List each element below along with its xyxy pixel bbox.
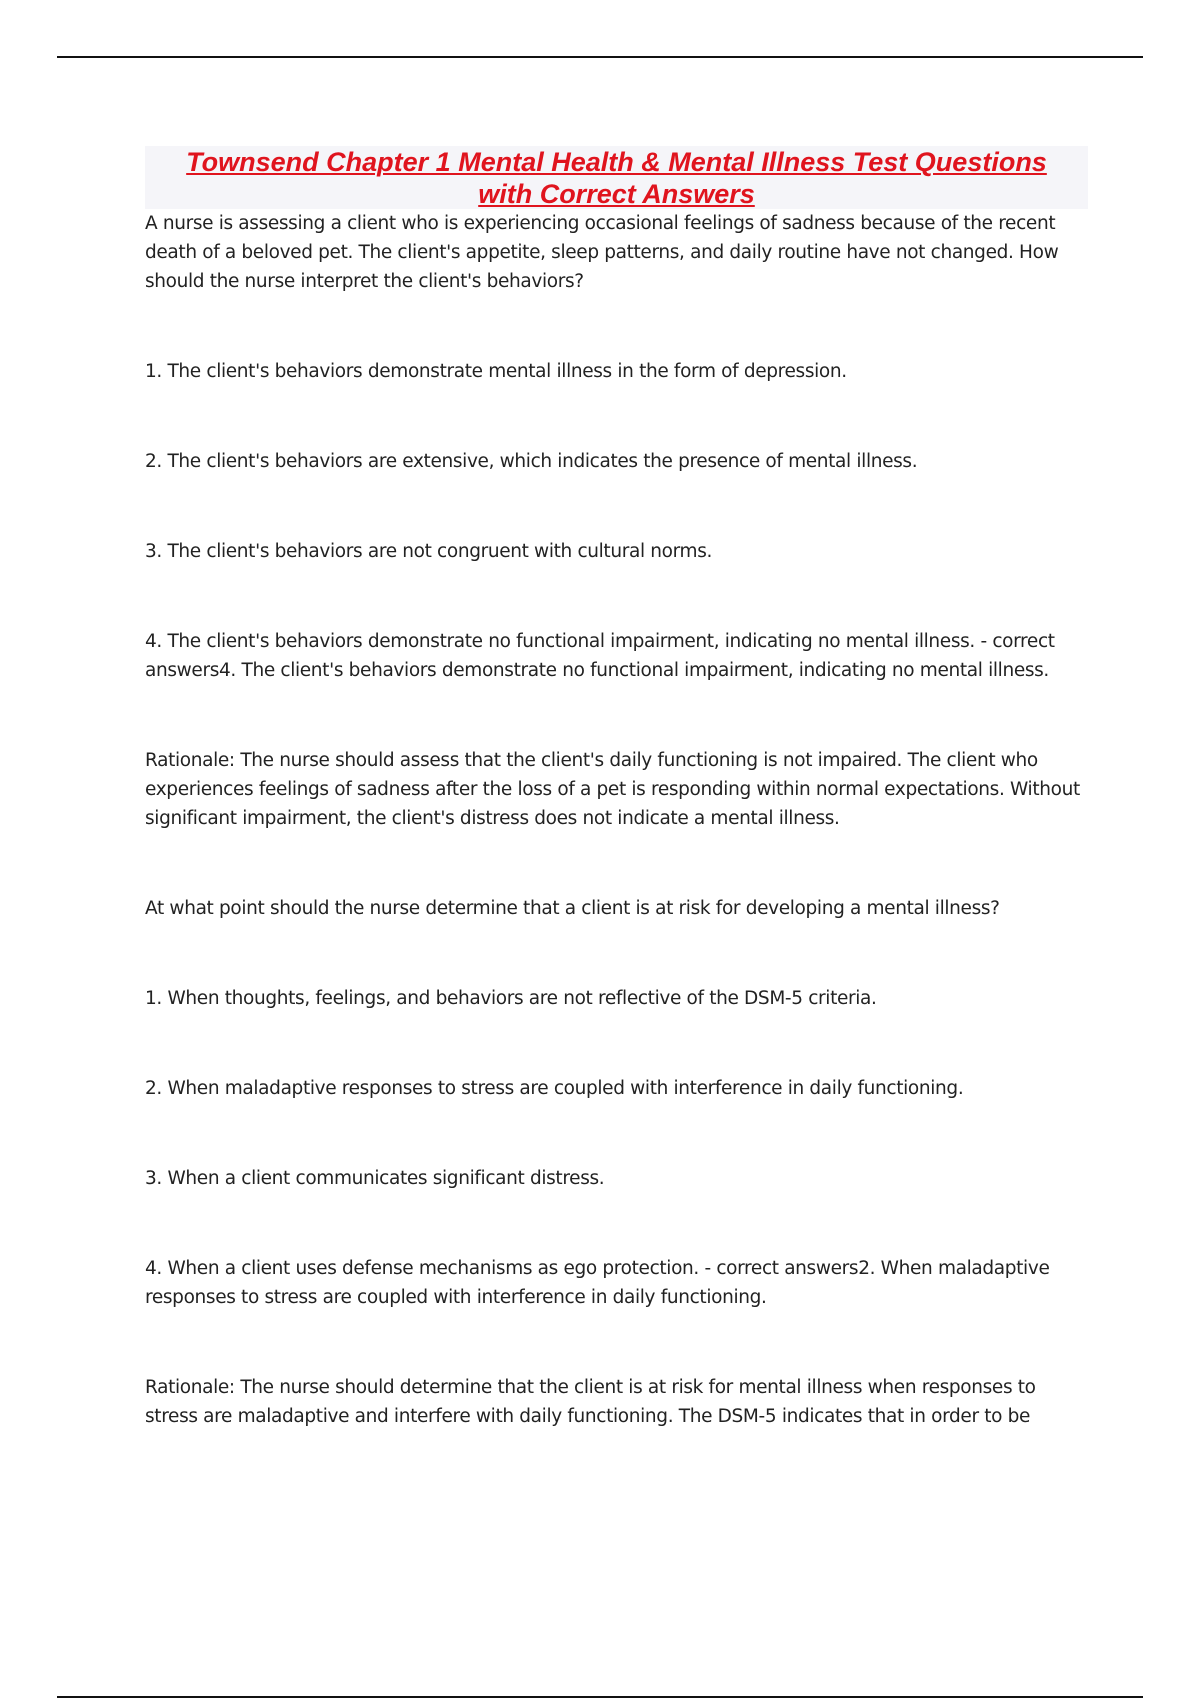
question-2-option-4-answer: 4. When a client uses defense mechanisms as ego protection. - correct answers2. When maladaptive responses to stress are coupled with interference in daily functioning. [145, 1258, 1050, 1308]
question-1-option-3: 3. The client's behaviors are not congruent with cultural norms. [145, 541, 713, 562]
title-line-1: Townsend Chapter 1 Mental Health & Mental Illness Test Questions [186, 147, 1047, 177]
question-1-stem: A nurse is assessing a client who is experiencing occasional feelings of sadness because of the recent death of a beloved pet. The client's appetite, sleep patterns, and daily routine have not changed. How should the nurse interpret the client's behaviors? [145, 213, 1059, 292]
question-1-option-2: 2. The client's behaviors are extensive, which indicates the presence of mental illness. [145, 451, 918, 472]
question-2-option-3: 3. When a client communicates significant distress. [145, 1168, 605, 1189]
question-1-option-4-answer: 4. The client's behaviors demonstrate no functional impairment, indicating no mental illness. - correct answers4. The client's behaviors demonstrate no functional impairment, indicating no mental illness. [145, 631, 1055, 681]
question-1-rationale: Rationale: The nurse should assess that the client's daily functioning is not impaired. The client who experiences feelings of sadness after the loss of a pet is responding within normal expectations. Without significant impairment, the client's distress does not indicate a mental illness. [145, 750, 1080, 829]
question-1-option-1: 1. The client's behaviors demonstrate mental illness in the form of depression. [145, 361, 847, 382]
question-2-option-2: 2. When maladaptive responses to stress are coupled with interference in daily functioning. [145, 1078, 964, 1099]
bottom-rule [57, 1696, 1143, 1698]
question-2-option-1: 1. When thoughts, feelings, and behaviors are not reflective of the DSM-5 criteria. [145, 988, 877, 1009]
document-title-block [145, 146, 1088, 209]
title-line-2: with Correct Answers [478, 179, 755, 209]
question-2-rationale: Rationale: The nurse should determine that the client is at risk for mental illness when responses to stress are maladaptive and interfere with daily functioning. The DSM-5 indicates that in order to be [145, 1377, 1036, 1427]
document-body [145, 209, 1090, 1431]
document-title [145, 146, 1088, 210]
top-rule [57, 56, 1143, 58]
question-2-stem: At what point should the nurse determine that a client is at risk for developing a mental illness? [145, 898, 1000, 919]
